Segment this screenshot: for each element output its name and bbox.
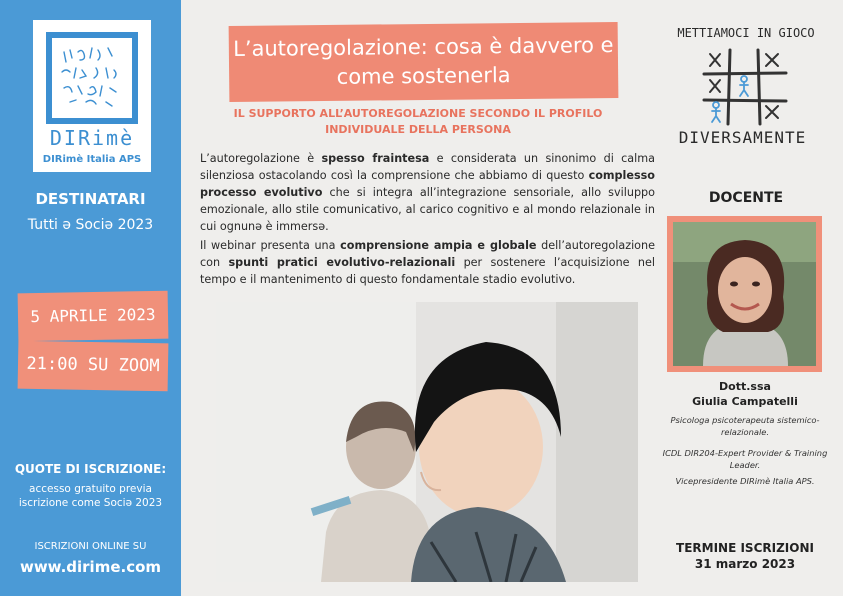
logo-square [46,32,138,124]
page-subtitle: IL SUPPORTO ALL’AUTOREGOLAZIONE SECONDO IL PROFILO INDIVIDUALE DELLA PERSONA [233,107,603,136]
online-registration-label: ISCRIZIONI ONLINE SU [34,541,147,552]
fees-title: QUOTE DI ISCRIZIONE: [14,462,167,476]
fees-text: accesso gratuito previa iscrizione come Sociə 2023 [18,483,163,509]
audience-title: DESTINATARI [35,190,146,208]
teacher-portrait [673,222,816,366]
logo-subtitle: DIRimè Italia APS [42,154,142,165]
teacher-role-1: Psicologa psicoterapeuta sistemico-relazionale. [670,415,820,437]
event-time-ribbon: 21:00 SU ZOOM [18,341,169,392]
brand-tagline: METTIAMOCI IN GIOCO [677,26,815,40]
teacher-label: DOCENTE [708,190,784,206]
brand-name: DIVERSAMENTE [678,128,807,147]
teacher-title: Dott.ssa [719,380,771,393]
children-photo [216,302,638,582]
audience-text: Tutti ə Sociə 2023 [27,217,154,233]
description [200,150,655,288]
sidebar [0,0,181,596]
logo-scribble-icon [52,38,132,118]
teacher-role-3: Vicepresidente DIRimè Italia APS. [675,476,815,486]
teacher-name: Giulia Campatelli [692,395,798,408]
dirime-logo [33,20,151,172]
page-title: L’autoregolazione: cosa è davvero e come sostenerla [229,22,619,102]
deadline-date: 31 marzo 2023 [694,557,796,571]
description-paragraph-2: Il webinar presenta una comprensione ampia e globale dell’autoregolazione con spunti pratici evolutivo-relazionali per sostenere l’acquisizione nel tempo e il mantenimento di questo fondamentale stadio evolutivo. [200,239,656,286]
deadline-label: TERMINE ISCRIZIONI [676,541,814,555]
teacher-role-2: ICDL DIR204-Expert Provider & Training Leader. [662,448,828,470]
description-paragraph-1: L’autoregolazione è spesso fraintesa e considerata un sinonimo di calma silenziosa ostacolando così la comprensione che abbiamo di questo complesso processo evolutivo che si integra all’integrazione sensoriale, allo sviluppo emozionale, allo stile comunicativo, al carico cognitivo e al mondo relazionale in cui ognunə è immersə. [200,152,656,233]
teacher-portrait-frame [667,216,822,372]
tic-tac-toe-icon [700,46,790,126]
logo-wordmark: DIRimè [49,126,135,150]
event-date-ribbon: 5 APRILE 2023 [18,291,169,342]
website-link[interactable]: www.dirime.com [19,558,162,576]
